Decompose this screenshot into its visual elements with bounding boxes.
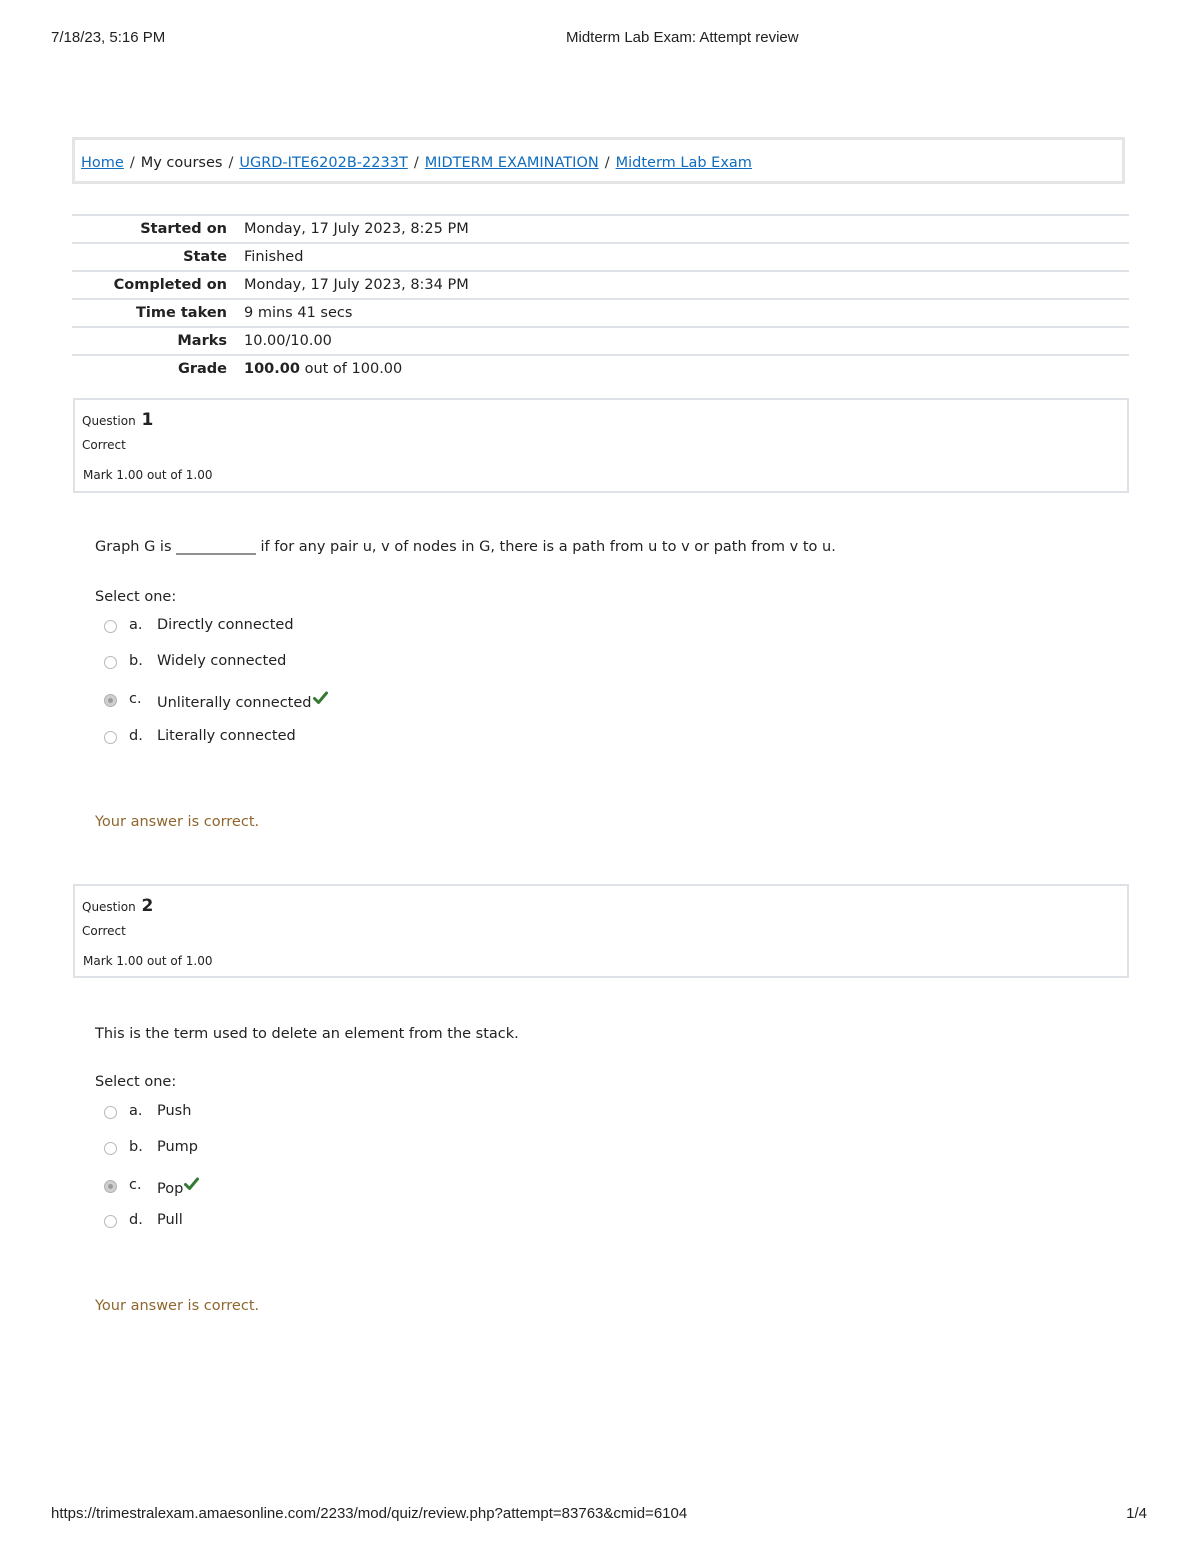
breadcrumb-quiz-link[interactable]: Midterm Lab Exam <box>615 155 752 171</box>
option-letter: b. <box>129 1139 143 1155</box>
question-number <box>82 896 153 916</box>
summary-row-grade <box>72 355 1129 382</box>
question-grade: Mark 1.00 out of 1.00 <box>83 468 213 482</box>
print-url: https://trimestralexam.amaesonline.com/2233/mod/quiz/review.php?attempt=83763&cmid=6104 <box>51 1505 688 1522</box>
radio-button-checked[interactable] <box>104 694 117 707</box>
radio-button-checked[interactable] <box>104 1180 117 1193</box>
question-state: Correct <box>82 438 126 452</box>
option-letter: a. <box>129 1103 143 1119</box>
select-one-prompt: Select one: <box>95 1074 177 1090</box>
summary-label: Completed on <box>72 271 244 299</box>
option-letter: d. <box>129 1212 143 1228</box>
summary-value <box>244 355 1129 382</box>
grade-value: 100.00 <box>244 361 300 377</box>
radio-button[interactable] <box>104 731 117 744</box>
radio-button[interactable] <box>104 1106 117 1119</box>
answer-feedback: Your answer is correct. <box>95 814 260 830</box>
summary-label: Grade <box>72 355 244 382</box>
option-text: Directly connected <box>157 617 294 633</box>
question-number-value: 2 <box>141 896 154 916</box>
question-text: Graph G is ___________ if for any pair u, v of nodes in G, there is a path from u to v or path from v to u. <box>95 539 836 555</box>
option-text: Pull <box>157 1212 183 1228</box>
breadcrumb-course-link[interactable]: UGRD-ITE6202B-2233T <box>239 155 408 171</box>
radio-button[interactable] <box>104 656 117 669</box>
question-info-box <box>73 884 1129 978</box>
summary-row-state <box>72 243 1129 271</box>
breadcrumb-separator: / <box>228 155 234 171</box>
summary-value: Monday, 17 July 2023, 8:25 PM <box>244 215 1129 243</box>
attempt-summary-table <box>72 214 1129 382</box>
question-state: Correct <box>82 924 126 938</box>
option-text: Literally connected <box>157 728 296 744</box>
print-footer <box>0 1505 1200 1525</box>
radio-button[interactable] <box>104 620 117 633</box>
breadcrumb-separator: / <box>129 155 135 171</box>
summary-row-time-taken <box>72 299 1129 327</box>
select-one-prompt: Select one: <box>95 589 177 605</box>
summary-label: Started on <box>72 215 244 243</box>
breadcrumb <box>81 155 752 171</box>
option-text: Pump <box>157 1139 199 1155</box>
summary-value: Monday, 17 July 2023, 8:34 PM <box>244 271 1129 299</box>
summary-label: Marks <box>72 327 244 355</box>
summary-value: 10.00/10.00 <box>244 327 1129 355</box>
radio-button[interactable] <box>104 1215 117 1228</box>
radio-button[interactable] <box>104 1142 117 1155</box>
option-letter: b. <box>129 653 143 669</box>
page-counter: 1/4 <box>1126 1505 1147 1522</box>
option-text: Unliterally connected <box>157 695 312 711</box>
option-letter: d. <box>129 728 143 744</box>
print-header <box>0 29 1200 49</box>
option-text: Widely connected <box>157 653 287 669</box>
grade-out-of: out of 100.00 <box>304 361 403 377</box>
summary-label: State <box>72 243 244 271</box>
breadcrumb-home-link[interactable]: Home <box>81 155 124 171</box>
print-title: Midterm Lab Exam: Attempt review <box>566 29 799 46</box>
option-letter: c. <box>129 1177 142 1193</box>
summary-row-started <box>72 215 1129 243</box>
breadcrumb-my-courses: My courses <box>140 155 223 171</box>
option-text-wrap <box>157 691 328 711</box>
print-datetime: 7/18/23, 5:16 PM <box>51 29 166 46</box>
summary-value: 9 mins 41 secs <box>244 299 1129 327</box>
option-text-wrap <box>157 1177 199 1197</box>
check-icon <box>313 691 328 705</box>
question-label: Question <box>82 900 136 914</box>
breadcrumb-separator: / <box>604 155 610 171</box>
summary-row-marks <box>72 327 1129 355</box>
breadcrumb-section-link[interactable]: MIDTERM EXAMINATION <box>424 155 599 171</box>
option-text: Push <box>157 1103 192 1119</box>
question-number <box>82 410 153 430</box>
question-text: This is the term used to delete an element from the stack. <box>95 1026 519 1042</box>
check-icon <box>184 1177 199 1191</box>
summary-label: Time taken <box>72 299 244 327</box>
option-letter: c. <box>129 691 142 707</box>
question-info-box <box>73 398 1129 493</box>
breadcrumb-separator: / <box>413 155 419 171</box>
summary-value: Finished <box>244 243 1129 271</box>
question-grade: Mark 1.00 out of 1.00 <box>83 954 213 968</box>
option-letter: a. <box>129 617 143 633</box>
option-text: Pop <box>157 1181 184 1197</box>
question-label: Question <box>82 414 136 428</box>
breadcrumb-container <box>72 137 1125 184</box>
question-number-value: 1 <box>141 410 154 430</box>
summary-row-completed <box>72 271 1129 299</box>
answer-feedback: Your answer is correct. <box>95 1298 260 1314</box>
